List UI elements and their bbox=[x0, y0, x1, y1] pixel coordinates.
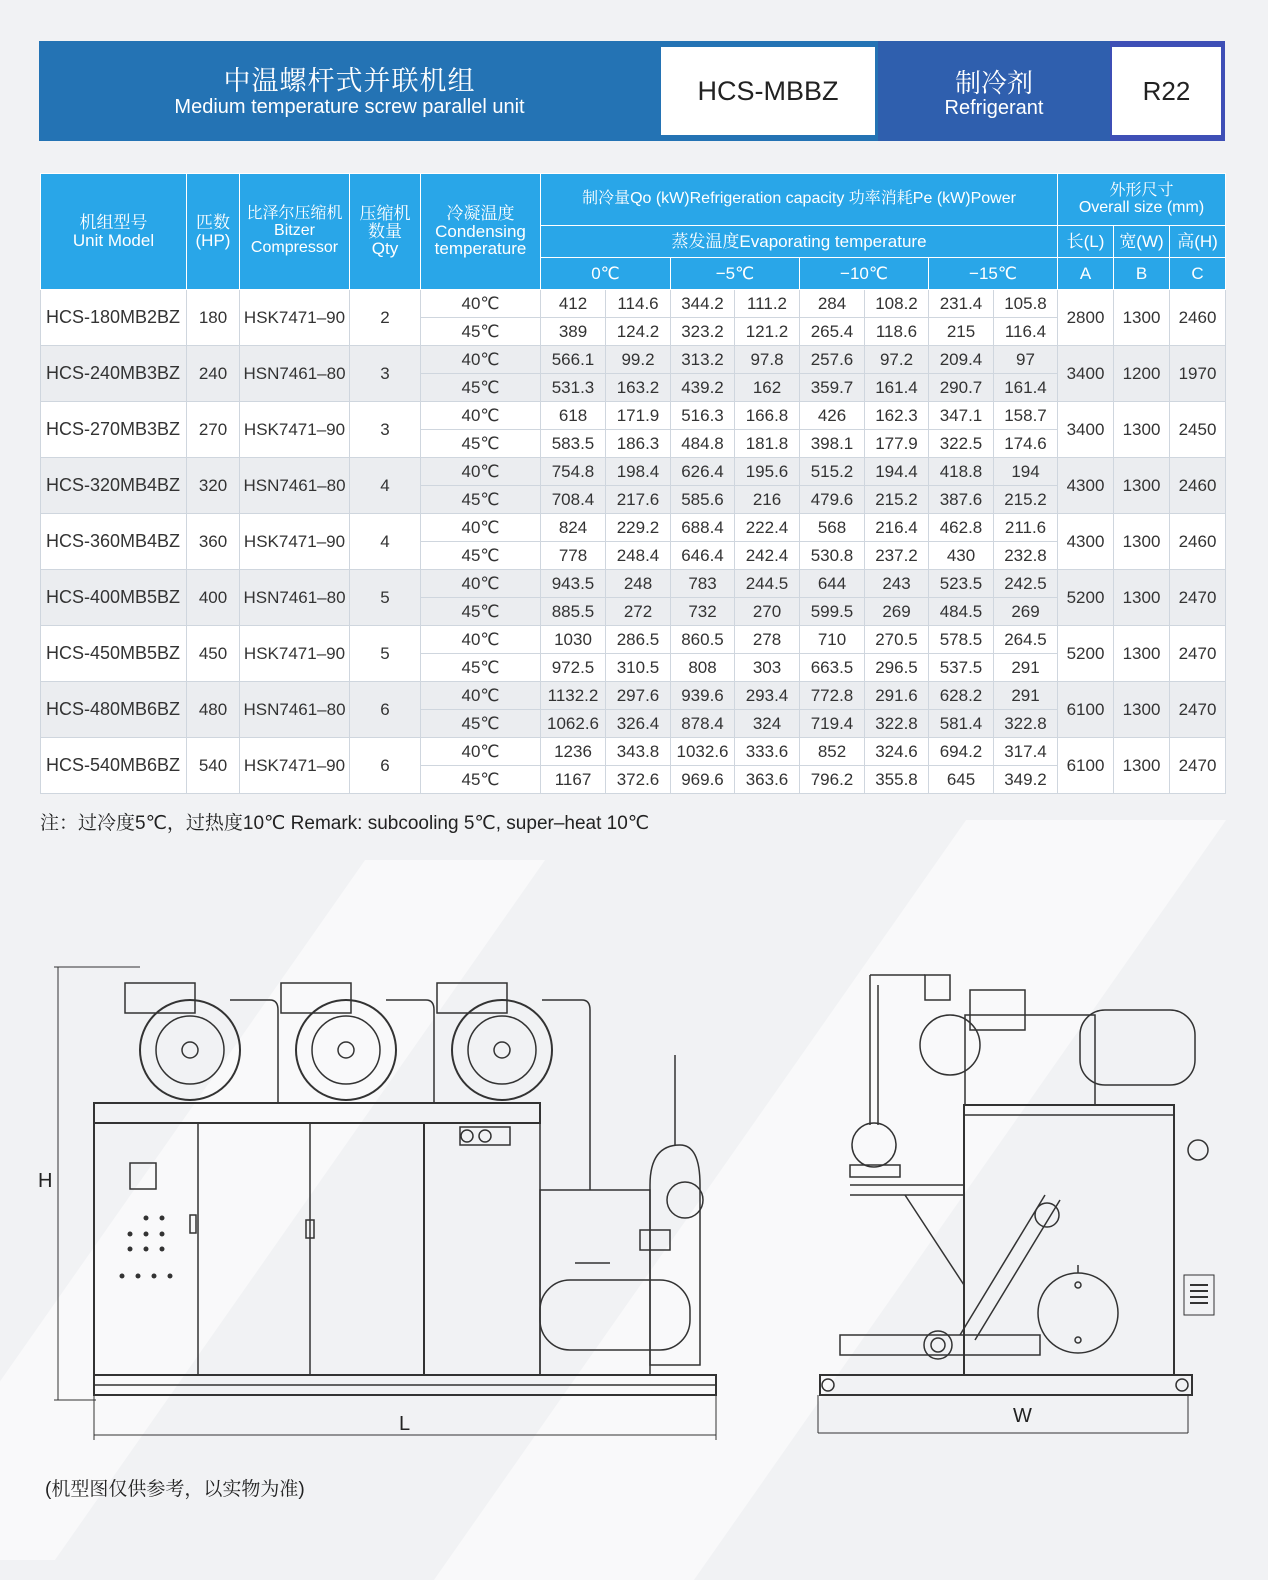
capacity-power-cell: 618 bbox=[541, 402, 606, 430]
capacity-power-cell: 1030 bbox=[541, 626, 606, 654]
hp-cell: 400 bbox=[187, 570, 240, 626]
qty-cell: 4 bbox=[350, 514, 421, 570]
capacity-power-cell: 324 bbox=[735, 710, 800, 738]
spec-table bbox=[40, 173, 1226, 794]
size-a-cell: 4300 bbox=[1058, 514, 1114, 570]
size-b-cell: 1300 bbox=[1114, 514, 1170, 570]
header-compressor-en2: Compressor bbox=[250, 238, 339, 256]
capacity-power-cell: 215.2 bbox=[994, 486, 1058, 514]
table-row bbox=[41, 626, 1226, 654]
capacity-power-cell: 599.5 bbox=[800, 598, 865, 626]
header-evap-temp: 0℃ bbox=[541, 258, 671, 290]
capacity-power-cell: 566.1 bbox=[541, 346, 606, 374]
condensing-temp-cell: 40℃ bbox=[421, 346, 541, 374]
capacity-power-cell: 161.4 bbox=[865, 374, 929, 402]
capacity-power-cell: 585.6 bbox=[671, 486, 735, 514]
capacity-power-cell: 313.2 bbox=[671, 346, 735, 374]
header-unit-model-en: Unit Model bbox=[72, 230, 155, 250]
header-height: 高(H) bbox=[1170, 226, 1226, 258]
capacity-power-cell: 195.6 bbox=[735, 458, 800, 486]
compressor-cell: HSN7461–80 bbox=[240, 458, 350, 514]
capacity-power-cell: 291 bbox=[994, 682, 1058, 710]
header-cond-cn: 冷凝温度 bbox=[446, 203, 515, 223]
capacity-power-cell: 116.4 bbox=[994, 318, 1058, 346]
header-evap-temp: −5℃ bbox=[671, 258, 800, 290]
qty-cell: 5 bbox=[350, 626, 421, 682]
hp-cell: 270 bbox=[187, 402, 240, 458]
capacity-power-cell: 878.4 bbox=[671, 710, 735, 738]
capacity-power-cell: 430 bbox=[929, 542, 994, 570]
capacity-power-cell: 324.6 bbox=[865, 738, 929, 766]
capacity-power-cell: 198.4 bbox=[606, 458, 671, 486]
condensing-temp-cell: 45℃ bbox=[421, 430, 541, 458]
hp-cell: 360 bbox=[187, 514, 240, 570]
capacity-power-cell: 181.8 bbox=[735, 430, 800, 458]
condensing-temp-cell: 45℃ bbox=[421, 542, 541, 570]
refrigerant-label-en: Refrigerant bbox=[944, 97, 1044, 119]
capacity-power-cell: 732 bbox=[671, 598, 735, 626]
capacity-power-cell: 284 bbox=[800, 290, 865, 318]
capacity-power-cell: 694.2 bbox=[929, 738, 994, 766]
capacity-power-cell: 418.8 bbox=[929, 458, 994, 486]
capacity-power-cell: 583.5 bbox=[541, 430, 606, 458]
capacity-power-cell: 426 bbox=[800, 402, 865, 430]
capacity-power-cell: 296.5 bbox=[865, 654, 929, 682]
capacity-power-cell: 343.8 bbox=[606, 738, 671, 766]
header-qty-en: Qty bbox=[371, 239, 399, 259]
refrigerant-value-block bbox=[1110, 41, 1225, 141]
header-qty-cn2: 数量 bbox=[368, 221, 402, 241]
condensing-temp-cell: 45℃ bbox=[421, 654, 541, 682]
table-row bbox=[41, 738, 1226, 766]
unit-model-cell: HCS-240MB3BZ bbox=[41, 346, 187, 402]
size-b-cell: 1300 bbox=[1114, 458, 1170, 514]
capacity-power-cell: 162.3 bbox=[865, 402, 929, 430]
capacity-power-cell: 531.3 bbox=[541, 374, 606, 402]
hp-cell: 320 bbox=[187, 458, 240, 514]
capacity-power-cell: 754.8 bbox=[541, 458, 606, 486]
header-compressor bbox=[240, 174, 350, 290]
header-evap-temp: −10℃ bbox=[800, 258, 929, 290]
header-width: 宽(W) bbox=[1114, 226, 1170, 258]
capacity-power-cell: 439.2 bbox=[671, 374, 735, 402]
capacity-power-cell: 290.7 bbox=[929, 374, 994, 402]
size-a-cell: 3400 bbox=[1058, 402, 1114, 458]
capacity-power-cell: 719.4 bbox=[800, 710, 865, 738]
size-a-cell: 6100 bbox=[1058, 738, 1114, 794]
capacity-power-cell: 516.3 bbox=[671, 402, 735, 430]
header-size-en: Overall size (mm) bbox=[1078, 198, 1205, 216]
capacity-power-cell: 359.7 bbox=[800, 374, 865, 402]
qty-cell: 2 bbox=[350, 290, 421, 346]
capacity-power-cell: 242.5 bbox=[994, 570, 1058, 598]
capacity-power-cell: 778 bbox=[541, 542, 606, 570]
header-size-cn: 外形尺寸 bbox=[1109, 181, 1174, 199]
capacity-power-cell: 171.9 bbox=[606, 402, 671, 430]
capacity-power-cell: 1132.2 bbox=[541, 682, 606, 710]
capacity-power-cell: 286.5 bbox=[606, 626, 671, 654]
header-hp bbox=[187, 174, 240, 290]
capacity-power-cell: 270 bbox=[735, 598, 800, 626]
qty-cell: 3 bbox=[350, 402, 421, 458]
size-c-cell: 2470 bbox=[1170, 682, 1226, 738]
header-evaporating: 蒸发温度Evaporating temperature bbox=[541, 226, 1058, 258]
condensing-temp-cell: 40℃ bbox=[421, 738, 541, 766]
capacity-power-cell: 708.4 bbox=[541, 486, 606, 514]
capacity-power-cell: 118.6 bbox=[865, 318, 929, 346]
capacity-power-cell: 97.2 bbox=[865, 346, 929, 374]
capacity-power-cell: 265.4 bbox=[800, 318, 865, 346]
header-col-c: C bbox=[1170, 258, 1226, 290]
capacity-power-cell: 217.6 bbox=[606, 486, 671, 514]
table-row bbox=[41, 682, 1226, 710]
capacity-power-cell: 783 bbox=[671, 570, 735, 598]
capacity-power-cell: 824 bbox=[541, 514, 606, 542]
hp-cell: 240 bbox=[187, 346, 240, 402]
compressor-cell: HSN7461–80 bbox=[240, 346, 350, 402]
header-qty bbox=[350, 174, 421, 290]
capacity-power-cell: 1167 bbox=[541, 766, 606, 794]
header-col-a: A bbox=[1058, 258, 1114, 290]
table-row bbox=[41, 458, 1226, 486]
size-c-cell: 2470 bbox=[1170, 570, 1226, 626]
size-c-cell: 2450 bbox=[1170, 402, 1226, 458]
capacity-power-cell: 291 bbox=[994, 654, 1058, 682]
dimension-label-h: H bbox=[38, 1170, 53, 1192]
qty-cell: 5 bbox=[350, 570, 421, 626]
capacity-power-cell: 530.8 bbox=[800, 542, 865, 570]
capacity-power-cell: 194 bbox=[994, 458, 1058, 486]
capacity-power-cell: 278 bbox=[735, 626, 800, 654]
header-qty-cn1: 压缩机 bbox=[359, 203, 411, 223]
condensing-temp-cell: 40℃ bbox=[421, 626, 541, 654]
dimension-label-l: L bbox=[399, 1413, 411, 1435]
compressor-cell: HSK7471–90 bbox=[240, 626, 350, 682]
title-en: Medium temperature screw parallel unit bbox=[174, 96, 525, 118]
capacity-power-cell: 372.6 bbox=[606, 766, 671, 794]
compressor-cell: HSK7471–90 bbox=[240, 402, 350, 458]
capacity-power-cell: 578.5 bbox=[929, 626, 994, 654]
model-block bbox=[660, 41, 878, 141]
dimension-label-w: W bbox=[1013, 1405, 1032, 1427]
table-row bbox=[41, 346, 1226, 374]
condensing-temp-cell: 40℃ bbox=[421, 402, 541, 430]
size-b-cell: 1300 bbox=[1114, 570, 1170, 626]
unit-model-cell: HCS-180MB2BZ bbox=[41, 290, 187, 346]
capacity-power-cell: 317.4 bbox=[994, 738, 1058, 766]
capacity-power-cell: 322.8 bbox=[865, 710, 929, 738]
refrigerant-label-cn: 制冷剂 bbox=[954, 68, 1033, 98]
header-overall-size bbox=[1058, 174, 1226, 226]
header-col-b: B bbox=[1114, 258, 1170, 290]
capacity-power-cell: 121.2 bbox=[735, 318, 800, 346]
qty-cell: 6 bbox=[350, 682, 421, 738]
condensing-temp-cell: 40℃ bbox=[421, 682, 541, 710]
capacity-power-cell: 322.5 bbox=[929, 430, 994, 458]
capacity-power-cell: 344.2 bbox=[671, 290, 735, 318]
capacity-power-cell: 568 bbox=[800, 514, 865, 542]
capacity-power-cell: 291.6 bbox=[865, 682, 929, 710]
capacity-power-cell: 772.8 bbox=[800, 682, 865, 710]
size-b-cell: 1200 bbox=[1114, 346, 1170, 402]
capacity-power-cell: 581.4 bbox=[929, 710, 994, 738]
compressor-cell: HSN7461–80 bbox=[240, 570, 350, 626]
condensing-temp-cell: 45℃ bbox=[421, 598, 541, 626]
unit-model-cell: HCS-400MB5BZ bbox=[41, 570, 187, 626]
capacity-power-cell: 124.2 bbox=[606, 318, 671, 346]
model-code: HCS-MBBZ bbox=[661, 47, 875, 135]
capacity-power-cell: 808 bbox=[671, 654, 735, 682]
capacity-power-cell: 860.5 bbox=[671, 626, 735, 654]
capacity-power-cell: 523.5 bbox=[929, 570, 994, 598]
capacity-power-cell: 269 bbox=[994, 598, 1058, 626]
compressor-cell: HSK7471–90 bbox=[240, 514, 350, 570]
size-c-cell: 2470 bbox=[1170, 626, 1226, 682]
capacity-power-cell: 293.4 bbox=[735, 682, 800, 710]
size-a-cell: 5200 bbox=[1058, 570, 1114, 626]
qty-cell: 3 bbox=[350, 346, 421, 402]
capacity-power-cell: 237.2 bbox=[865, 542, 929, 570]
capacity-power-cell: 349.2 bbox=[994, 766, 1058, 794]
hp-cell: 480 bbox=[187, 682, 240, 738]
condensing-temp-cell: 40℃ bbox=[421, 290, 541, 318]
header-hp-en: (HP) bbox=[195, 230, 231, 250]
capacity-power-cell: 626.4 bbox=[671, 458, 735, 486]
header-cond-en1: Condensing bbox=[435, 221, 526, 241]
capacity-power-cell: 644 bbox=[800, 570, 865, 598]
capacity-power-cell: 97.8 bbox=[735, 346, 800, 374]
capacity-power-cell: 242.4 bbox=[735, 542, 800, 570]
capacity-power-cell: 174.6 bbox=[994, 430, 1058, 458]
capacity-power-cell: 243 bbox=[865, 570, 929, 598]
capacity-power-cell: 229.2 bbox=[606, 514, 671, 542]
table-row bbox=[41, 290, 1226, 318]
capacity-power-cell: 215.2 bbox=[865, 486, 929, 514]
side-view-drawing bbox=[810, 955, 1220, 1435]
compressor-cell: HSK7471–90 bbox=[240, 738, 350, 794]
compressor-cell: HSK7471–90 bbox=[240, 290, 350, 346]
condensing-temp-cell: 45℃ bbox=[421, 766, 541, 794]
capacity-power-cell: 232.8 bbox=[994, 542, 1058, 570]
capacity-power-cell: 323.2 bbox=[671, 318, 735, 346]
capacity-power-cell: 297.6 bbox=[606, 682, 671, 710]
title-block bbox=[39, 41, 660, 141]
spec-table-body bbox=[41, 290, 1226, 794]
capacity-power-cell: 161.4 bbox=[994, 374, 1058, 402]
capacity-power-cell: 108.2 bbox=[865, 290, 929, 318]
header-length: 长(L) bbox=[1058, 226, 1114, 258]
footnote-text: (机型图仅供参考，以实物为准) bbox=[45, 1479, 305, 1500]
unit-model-cell: HCS-540MB6BZ bbox=[41, 738, 187, 794]
capacity-power-cell: 177.9 bbox=[865, 430, 929, 458]
capacity-power-cell: 484.8 bbox=[671, 430, 735, 458]
capacity-power-cell: 462.8 bbox=[929, 514, 994, 542]
compressor-cell: HSN7461–80 bbox=[240, 682, 350, 738]
capacity-power-cell: 209.4 bbox=[929, 346, 994, 374]
header-capacity: 制冷量Qo (kW)Refrigeration capacity 功率消耗Pe (kW)Power bbox=[541, 174, 1058, 226]
qty-cell: 6 bbox=[350, 738, 421, 794]
capacity-power-cell: 537.5 bbox=[929, 654, 994, 682]
capacity-power-cell: 645 bbox=[929, 766, 994, 794]
size-c-cell: 1970 bbox=[1170, 346, 1226, 402]
capacity-power-cell: 310.5 bbox=[606, 654, 671, 682]
front-view-drawing bbox=[30, 945, 730, 1445]
header-cond-en2: temperature bbox=[434, 239, 527, 259]
condensing-temp-cell: 45℃ bbox=[421, 710, 541, 738]
capacity-power-cell: 186.3 bbox=[606, 430, 671, 458]
capacity-power-cell: 111.2 bbox=[735, 290, 800, 318]
header-banner bbox=[39, 41, 1225, 141]
size-b-cell: 1300 bbox=[1114, 402, 1170, 458]
header-unit-model-cn: 机组型号 bbox=[79, 212, 148, 232]
capacity-power-cell: 943.5 bbox=[541, 570, 606, 598]
size-a-cell: 5200 bbox=[1058, 626, 1114, 682]
size-c-cell: 2460 bbox=[1170, 514, 1226, 570]
capacity-power-cell: 484.5 bbox=[929, 598, 994, 626]
hp-cell: 540 bbox=[187, 738, 240, 794]
capacity-power-cell: 264.5 bbox=[994, 626, 1058, 654]
size-c-cell: 2470 bbox=[1170, 738, 1226, 794]
table-row bbox=[41, 402, 1226, 430]
capacity-power-cell: 99.2 bbox=[606, 346, 671, 374]
capacity-power-cell: 972.5 bbox=[541, 654, 606, 682]
capacity-power-cell: 216.4 bbox=[865, 514, 929, 542]
capacity-power-cell: 215 bbox=[929, 318, 994, 346]
capacity-power-cell: 211.6 bbox=[994, 514, 1058, 542]
capacity-power-cell: 398.1 bbox=[800, 430, 865, 458]
hp-cell: 180 bbox=[187, 290, 240, 346]
condensing-temp-cell: 40℃ bbox=[421, 458, 541, 486]
capacity-power-cell: 248 bbox=[606, 570, 671, 598]
capacity-power-cell: 222.4 bbox=[735, 514, 800, 542]
capacity-power-cell: 166.8 bbox=[735, 402, 800, 430]
capacity-power-cell: 244.5 bbox=[735, 570, 800, 598]
capacity-power-cell: 1032.6 bbox=[671, 738, 735, 766]
unit-model-cell: HCS-450MB5BZ bbox=[41, 626, 187, 682]
size-c-cell: 2460 bbox=[1170, 458, 1226, 514]
size-b-cell: 1300 bbox=[1114, 738, 1170, 794]
capacity-power-cell: 322.8 bbox=[994, 710, 1058, 738]
size-b-cell: 1300 bbox=[1114, 626, 1170, 682]
unit-model-cell: HCS-270MB3BZ bbox=[41, 402, 187, 458]
capacity-power-cell: 163.2 bbox=[606, 374, 671, 402]
capacity-power-cell: 885.5 bbox=[541, 598, 606, 626]
header-hp-cn: 匹数 bbox=[196, 212, 230, 232]
table-row bbox=[41, 514, 1226, 542]
capacity-power-cell: 969.6 bbox=[671, 766, 735, 794]
hp-cell: 450 bbox=[187, 626, 240, 682]
capacity-power-cell: 216 bbox=[735, 486, 800, 514]
capacity-power-cell: 852 bbox=[800, 738, 865, 766]
capacity-power-cell: 363.6 bbox=[735, 766, 800, 794]
capacity-power-cell: 389 bbox=[541, 318, 606, 346]
capacity-power-cell: 710 bbox=[800, 626, 865, 654]
capacity-power-cell: 1236 bbox=[541, 738, 606, 766]
size-a-cell: 3400 bbox=[1058, 346, 1114, 402]
capacity-power-cell: 105.8 bbox=[994, 290, 1058, 318]
capacity-power-cell: 347.1 bbox=[929, 402, 994, 430]
capacity-power-cell: 479.6 bbox=[800, 486, 865, 514]
condensing-temp-cell: 40℃ bbox=[421, 514, 541, 542]
size-a-cell: 6100 bbox=[1058, 682, 1114, 738]
capacity-power-cell: 628.2 bbox=[929, 682, 994, 710]
capacity-power-cell: 231.4 bbox=[929, 290, 994, 318]
capacity-power-cell: 663.5 bbox=[800, 654, 865, 682]
capacity-power-cell: 303 bbox=[735, 654, 800, 682]
capacity-power-cell: 257.6 bbox=[800, 346, 865, 374]
unit-model-cell: HCS-360MB4BZ bbox=[41, 514, 187, 570]
capacity-power-cell: 1062.6 bbox=[541, 710, 606, 738]
capacity-power-cell: 333.6 bbox=[735, 738, 800, 766]
capacity-power-cell: 796.2 bbox=[800, 766, 865, 794]
capacity-power-cell: 688.4 bbox=[671, 514, 735, 542]
unit-model-cell: HCS-480MB6BZ bbox=[41, 682, 187, 738]
size-b-cell: 1300 bbox=[1114, 682, 1170, 738]
refrigerant-value: R22 bbox=[1112, 47, 1221, 135]
capacity-power-cell: 158.7 bbox=[994, 402, 1058, 430]
capacity-power-cell: 114.6 bbox=[606, 290, 671, 318]
capacity-power-cell: 248.4 bbox=[606, 542, 671, 570]
size-c-cell: 2460 bbox=[1170, 290, 1226, 346]
unit-model-cell: HCS-320MB4BZ bbox=[41, 458, 187, 514]
condensing-temp-cell: 45℃ bbox=[421, 374, 541, 402]
qty-cell: 4 bbox=[350, 458, 421, 514]
condensing-temp-cell: 45℃ bbox=[421, 318, 541, 346]
size-a-cell: 4300 bbox=[1058, 458, 1114, 514]
header-unit-model bbox=[41, 174, 187, 290]
capacity-power-cell: 326.4 bbox=[606, 710, 671, 738]
capacity-power-cell: 355.8 bbox=[865, 766, 929, 794]
refrigerant-label-block bbox=[878, 41, 1110, 141]
capacity-power-cell: 270.5 bbox=[865, 626, 929, 654]
capacity-power-cell: 387.6 bbox=[929, 486, 994, 514]
capacity-power-cell: 162 bbox=[735, 374, 800, 402]
table-row bbox=[41, 570, 1226, 598]
header-evap-temp: −15℃ bbox=[929, 258, 1058, 290]
capacity-power-cell: 97 bbox=[994, 346, 1058, 374]
header-compressor-en1: Bitzer bbox=[274, 222, 315, 240]
condensing-temp-cell: 45℃ bbox=[421, 486, 541, 514]
capacity-power-cell: 412 bbox=[541, 290, 606, 318]
capacity-power-cell: 269 bbox=[865, 598, 929, 626]
size-b-cell: 1300 bbox=[1114, 290, 1170, 346]
condensing-temp-cell: 40℃ bbox=[421, 570, 541, 598]
size-a-cell: 2800 bbox=[1058, 290, 1114, 346]
remark-text: 注：过冷度5℃，过热度10℃ Remark: subcooling 5℃, super–heat 10℃ bbox=[40, 813, 650, 834]
capacity-power-cell: 515.2 bbox=[800, 458, 865, 486]
capacity-power-cell: 646.4 bbox=[671, 542, 735, 570]
capacity-power-cell: 939.6 bbox=[671, 682, 735, 710]
capacity-power-cell: 194.4 bbox=[865, 458, 929, 486]
capacity-power-cell: 272 bbox=[606, 598, 671, 626]
header-condensing bbox=[421, 174, 541, 290]
header-compressor-cn: 比泽尔压缩机 bbox=[246, 205, 343, 223]
title-cn: 中温螺杆式并联机组 bbox=[223, 66, 476, 96]
